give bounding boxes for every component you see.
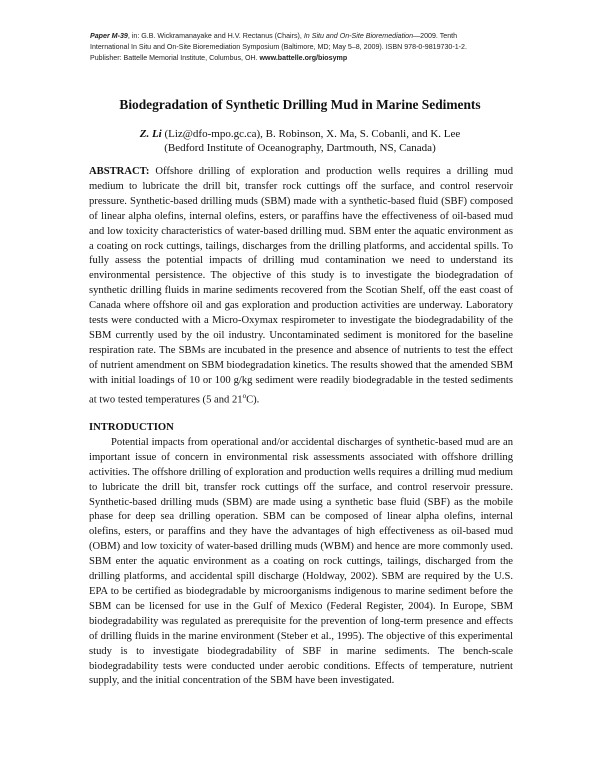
abstract-paragraph xyxy=(89,165,513,408)
lead-author: Z. Li xyxy=(139,128,162,140)
author-block xyxy=(0,127,600,155)
introduction-heading: INTRODUCTION xyxy=(89,422,174,434)
introduction-paragraph: Potential impacts from operational and/or accidental discharges of synthetic-based mud are an important issue of concern in environmental risk assessments associated with offshore drilling activities. The offshore drilling of exploration and production wells requires a drilling mud medium to lubricate the drill bit, transfer rock cuttings off the surface, and control reservoir pressure. Synthetic-based drilling muds (SBM) are made using a synthetic base fluid (SBF) as the mobile phase for deep sea drilling operation. SBM can be composed of linear alpha olefins, internal olefins, esters, or paraffins and they have the advantages of high effectiveness as oil-based mud (OBM) and low toxicity of water-based drilling muds (WBM) and hence are more commonly used. SBM enter the aquatic environment as a coating on rock cuttings, tailings, discharged from the drilling platforms, and accidental spill discharge (Holdway, 2002). SBM are required by the U.S. EPA to be certified as biodegradable by microorganisms indigenous to marine sediment before the SBM can be licensed for use in the Gulf of Mexico (Federal Register, 2004). In Europe, SBM biodegradability was regulated as prerequisite for the prevention of long-term presence and effects of drilling fluids in the marine environment (Steber et al., 1995). The objective of this experimental study is to investigate biodegradability of SBF in marine sediments. The bench-scale biodegradability tests were conducted under aerobic conditions. Effects of temperature, nutrient supply, and the initial concentration of the SBM have been investigated. xyxy=(89,436,513,687)
citation-line1-b: —2009. Tenth xyxy=(413,32,458,40)
symposium-name: In Situ and On-Site Bioremediation xyxy=(303,32,414,40)
paper-id: Paper M-39 xyxy=(90,32,128,40)
publisher-url: www.battelle.org/biosymp xyxy=(259,54,348,62)
degree-superscript: o xyxy=(242,391,247,400)
citation-line2: International In Situ and On-Site Bioremediation Symposium (Baltimore, MD; May 5–8, 2009). ISBN 978-0-9819730-1-2. xyxy=(90,43,467,51)
paper-title: Biodegradation of Synthetic Drilling Mud in Marine Sediments xyxy=(119,97,481,112)
citation-line3: Publisher: Battelle Memorial Institute, Columbus, OH. xyxy=(90,54,260,62)
abstract-text: Offshore drilling of exploration and production wells requires a drilling mud medium to lubricate the drill bit, transfer rock cuttings off the surface, and control reservoir pressure. Synthetic-based drilling muds (SBM) made with a synthetic-based fluid (SBF) composed of linear alpha olefins, internal olefins, esters, or paraffins have the effectiveness of oil-based mud and low toxicity characteristics of water-based drilling mud. SBM enter the aquatic environment as a coating on rock cuttings, tailings, discharges from the drilling platforms, and accidental spills. To fully assess the potential impacts of drilling mud contamination we need to understand its environmental persistence. The objective of this study is to investigate the biodegradation of synthetic drilling fluids in marine sediments recovered from the Scotian Shelf, off the east coast of Canada where offshore oil and gas exploration and production activities are underway. Laboratory tests were conducted with a Micro-Oxymax respirometer to investigate the biodegradability of the SBM currently used by the oil industry. Uncontaminated sediment is monitored for the baseline respiration rate. The SBMs are incubated in the presence and absence of nutrients to test the effect of nutrient amendment on SBM biodegradation kinetics. The results showed that the amended SBM with initial loadings of 10 or 100 g/kg sediment were readily biodegradable in the tested sediments at two tested temperatures (5 and 21 xyxy=(89,166,513,406)
paper-body xyxy=(89,165,513,689)
abstract-label: ABSTRACT: xyxy=(89,166,150,177)
abstract-text-end: C). xyxy=(246,394,260,406)
citation-line1-a: , in: G.B. Wickramanayake and H.V. Rectanus (Chairs), xyxy=(127,32,304,40)
affiliation: (Bedford Institute of Oceanography, Dartmouth, NS, Canada) xyxy=(164,142,436,154)
citation-header xyxy=(90,31,520,64)
author-list: (Liz@dfo-mpo.gc.ca), B. Robinson, X. Ma, S. Cobanli, and K. Lee xyxy=(161,128,461,140)
